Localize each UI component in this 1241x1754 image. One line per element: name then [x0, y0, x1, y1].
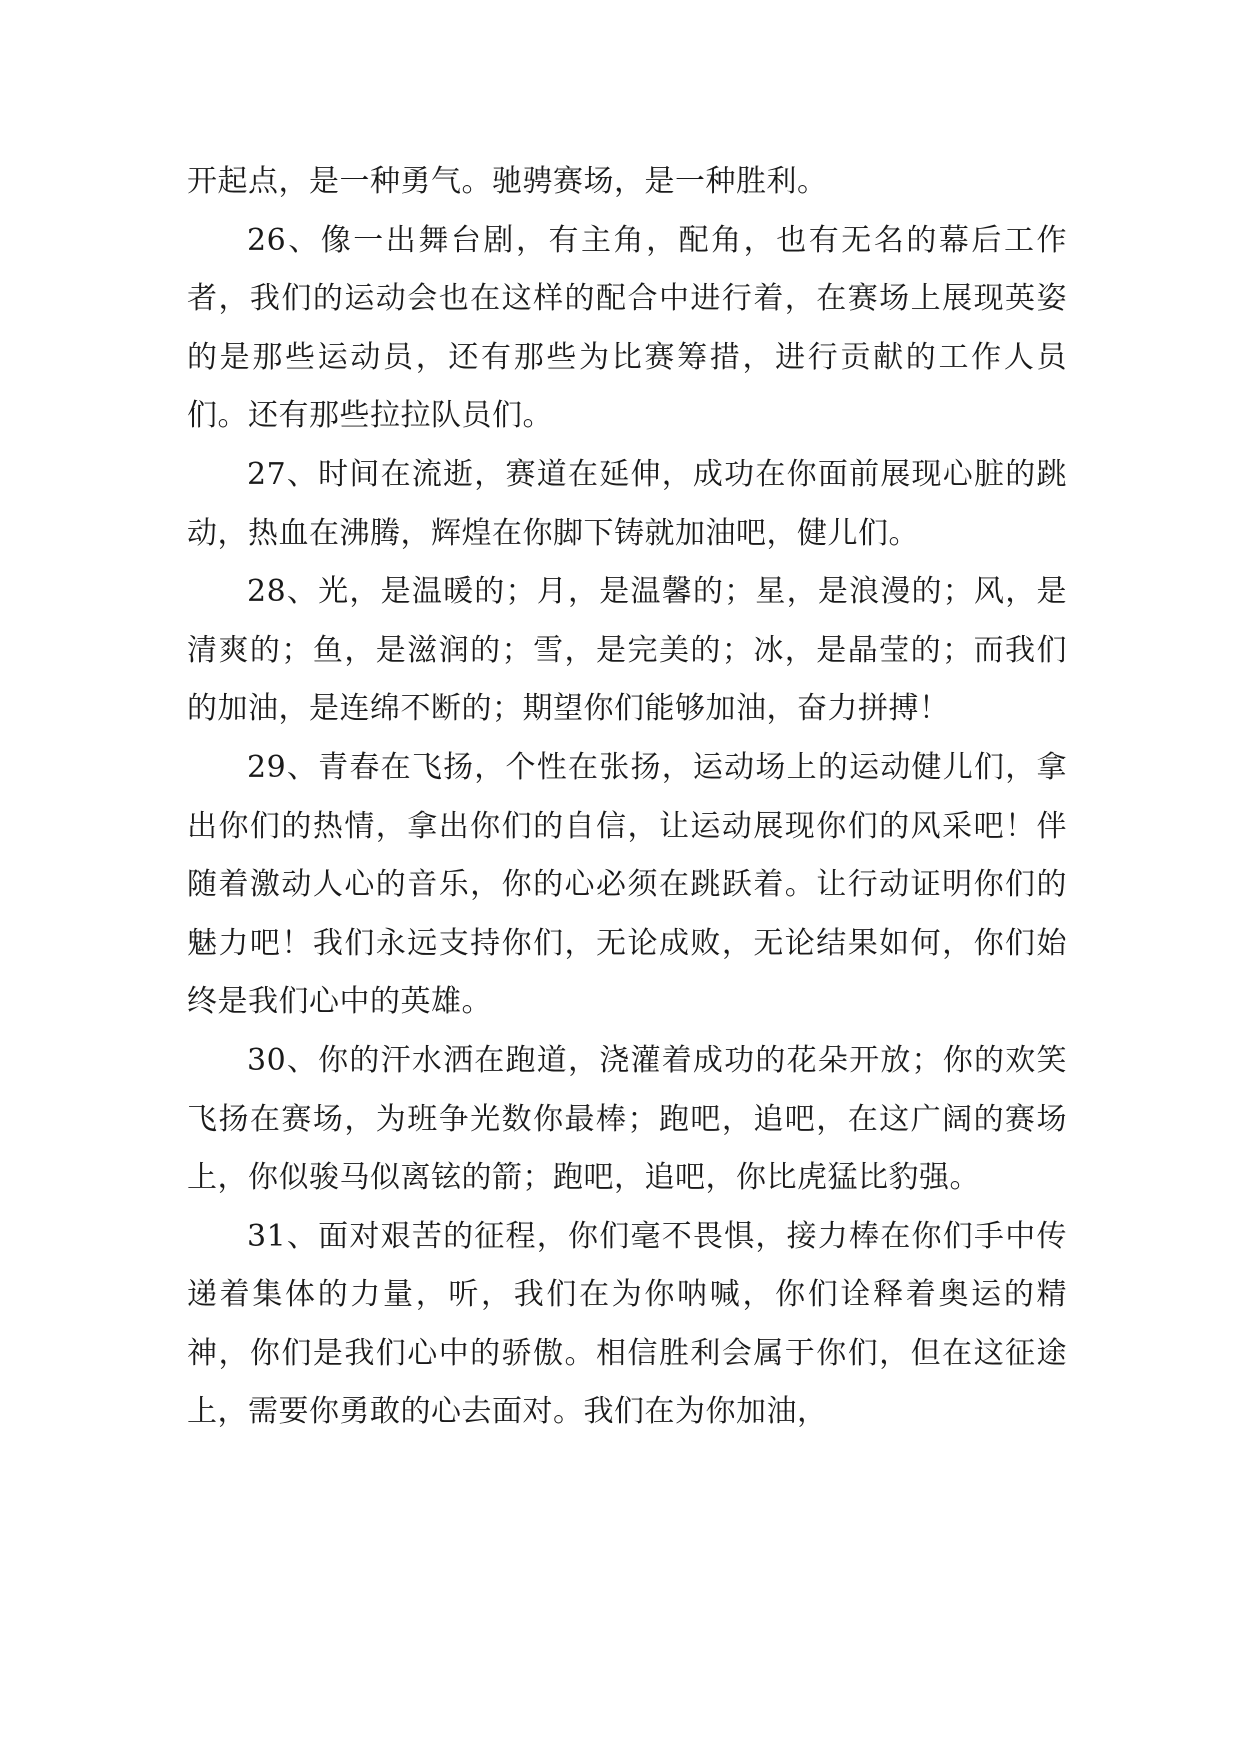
paragraph-26: 26、像一出舞台剧，有主角，配角，也有无名的幕后工作者，我们的运动会也在这样的配合中进行着，在赛场上展现英姿的是那些运动员，还有那些为比赛筹措，进行贡献的工作人员们。还有那些拉拉队员们。 [187, 222, 1067, 434]
document-body [187, 153, 1067, 1442]
paragraph-28: 28、光，是温暖的；月，是温馨的；星，是浪漫的；风，是清爽的；鱼，是滋润的；雪，是完美的；冰，是晶莹的；而我们的加油，是连绵不断的；期望你们能够加油，奋力拼搏！ [187, 574, 1067, 727]
paragraph-29: 29、青春在飞扬，个性在张扬，运动场上的运动健儿们，拿出你们的热情，拿出你们的自信，让运动展现你们的风采吧！伴随着激动人心的音乐，你的心必须在跳跃着。让行动证明你们的魅力吧！我们永远支持你们，无论成败，无论结果如何，你们始终是我们心中的英雄。 [187, 749, 1067, 1020]
paragraph-31: 31、面对艰苦的征程，你们毫不畏惧，接力棒在你们手中传递着集体的力量，听，我们在为你呐喊，你们诠释着奥运的精神，你们是我们心中的骄傲。相信胜利会属于你们，但在这征途上，需要你勇敢的心去面对。我们在为你加油， [187, 1218, 1067, 1430]
paragraph-continuation: 开起点，是一种勇气。驰骋赛场，是一种胜利。 [187, 164, 828, 199]
paragraph-30: 30、你的汗水洒在跑道，浇灌着成功的花朵开放；你的欢笑飞扬在赛场，为班争光数你最棒；跑吧，追吧，在这广阔的赛场上，你似骏马似离铉的箭；跑吧，追吧，你比虎猛比豹强。 [187, 1042, 1067, 1196]
paragraph-27: 27、时间在流逝，赛道在延伸，成功在你面前展现心脏的跳动，热血在沸腾，辉煌在你脚下铸就加油吧，健儿们。 [187, 456, 1067, 551]
